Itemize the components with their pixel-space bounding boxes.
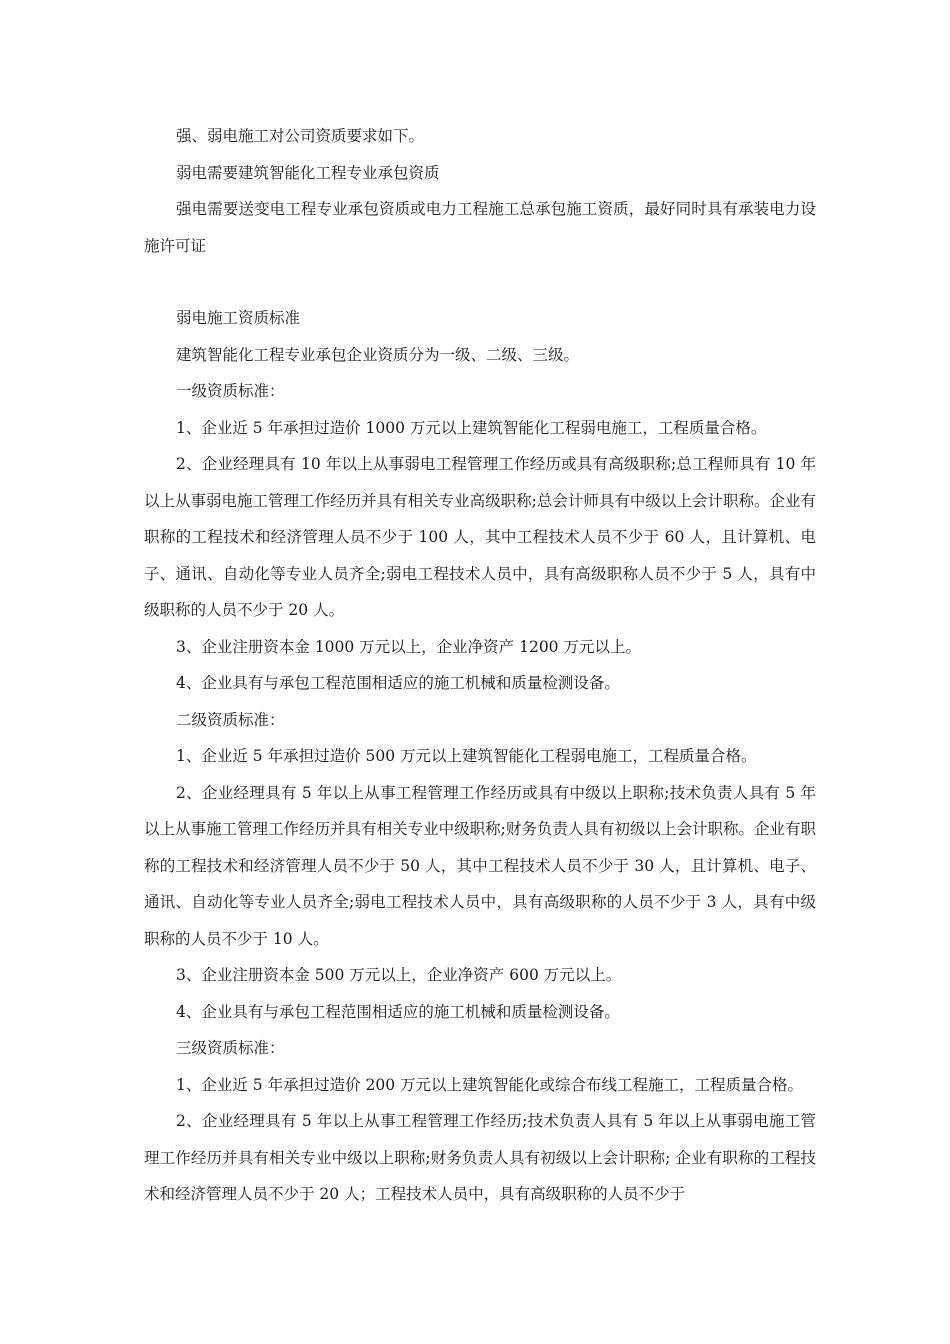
grade-3-heading: 三级资质标准： <box>176 1039 285 1057</box>
grade-1-item-4: 4、企业具有与承包工程范围相适应的施工机械和质量检测设备。 <box>176 674 620 692</box>
grade-1-heading: 一级资质标准： <box>176 382 285 400</box>
grade-2-item-1: 1、企业近 5 年承担过造价 500 万元以上建筑智能化工程弱电施工，工程质量合格。 <box>176 747 757 765</box>
grade-2-heading: 二级资质标准： <box>176 710 285 729</box>
strong-current-requirement: 强电需要送变电工程专业承包资质或电力工程施工总承包施工资质，最好同时具有承装电力设施许可证 <box>144 200 816 255</box>
weak-current-requirement: 弱电需要建筑智能化工程专业承包资质 <box>176 163 440 182</box>
grade-1-item-1: 1、企业近 5 年承担过造价 1000 万元以上建筑智能化工程弱电施工，工程质量合格。 <box>176 418 767 437</box>
grade-3-item-1: 1、企业近 5 年承担过造价 200 万元以上建筑智能化或综合布线工程施工，工程质量合格。 <box>176 1075 804 1094</box>
document-body <box>144 118 816 1213</box>
grade-2-item-3: 3、企业注册资本金 500 万元以上，企业净资产 600 万元以上。 <box>176 966 622 984</box>
grade-overview: 建筑智能化工程专业承包企业资质分为一级、二级、三级。 <box>176 345 580 364</box>
grade-1-item-2: 2、企业经理具有 10 年以上从事弱电工程管理工作经历或具有高级职称;总工程师具有 10 年以上从事弱电施工管理工作经历并具有相关专业高级职称;总会计师具有中级以上会计职称。企业有职称的工程技术和经济管理人员不少于 100 人，其中工程技术人员不少于 60 人，且计算机、电子、通讯、自动化等专业人员齐全;弱电工程技术人员中，具有高级职称人员不少于 5 人，具有中级职称的人员不少于 20 人。 <box>144 455 816 619</box>
grade-2-item-4: 4、企业具有与承包工程范围相适应的施工机械和质量检测设备。 <box>176 1002 620 1021</box>
blank-line <box>144 264 816 300</box>
grade-2-item-2: 2、企业经理具有 5 年以上从事工程管理工作经历或具有中级以上职称;技术负责人具有 5 年以上从事施工管理工作经历并具有相关专业中级职称;财务负责人具有初级以上会计职称。企业有职称的工程技术和经济管理人员不少于 50 人，其中工程技术人员不少于 30 人，且计算机、电子、通讯、自动化等专业人员齐全;弱电工程技术人员中，具有高级职称的人员不少于 3 人，具有中级职称的人员不少于 10 人。 <box>144 783 816 948</box>
grade-3-item-2: 2、企业经理具有 5 年以上从事工程管理工作经历;技术负责人具有 5 年以上从事弱电施工管理工作经历并具有相关专业中级以上职称;财务负责人具有初级以上会计职称; 企业有职称的工程技术和经济管理人员不少于 20 人；工程技术人员中，具有高级职称的人员不少于 <box>144 1112 816 1203</box>
intro-paragraph: 强、弱电施工对公司资质要求如下。 <box>176 127 425 145</box>
grade-1-item-3: 3、企业注册资本金 1000 万元以上，企业净资产 1200 万元以上。 <box>176 637 641 656</box>
section-heading: 弱电施工资质标准 <box>176 309 301 327</box>
